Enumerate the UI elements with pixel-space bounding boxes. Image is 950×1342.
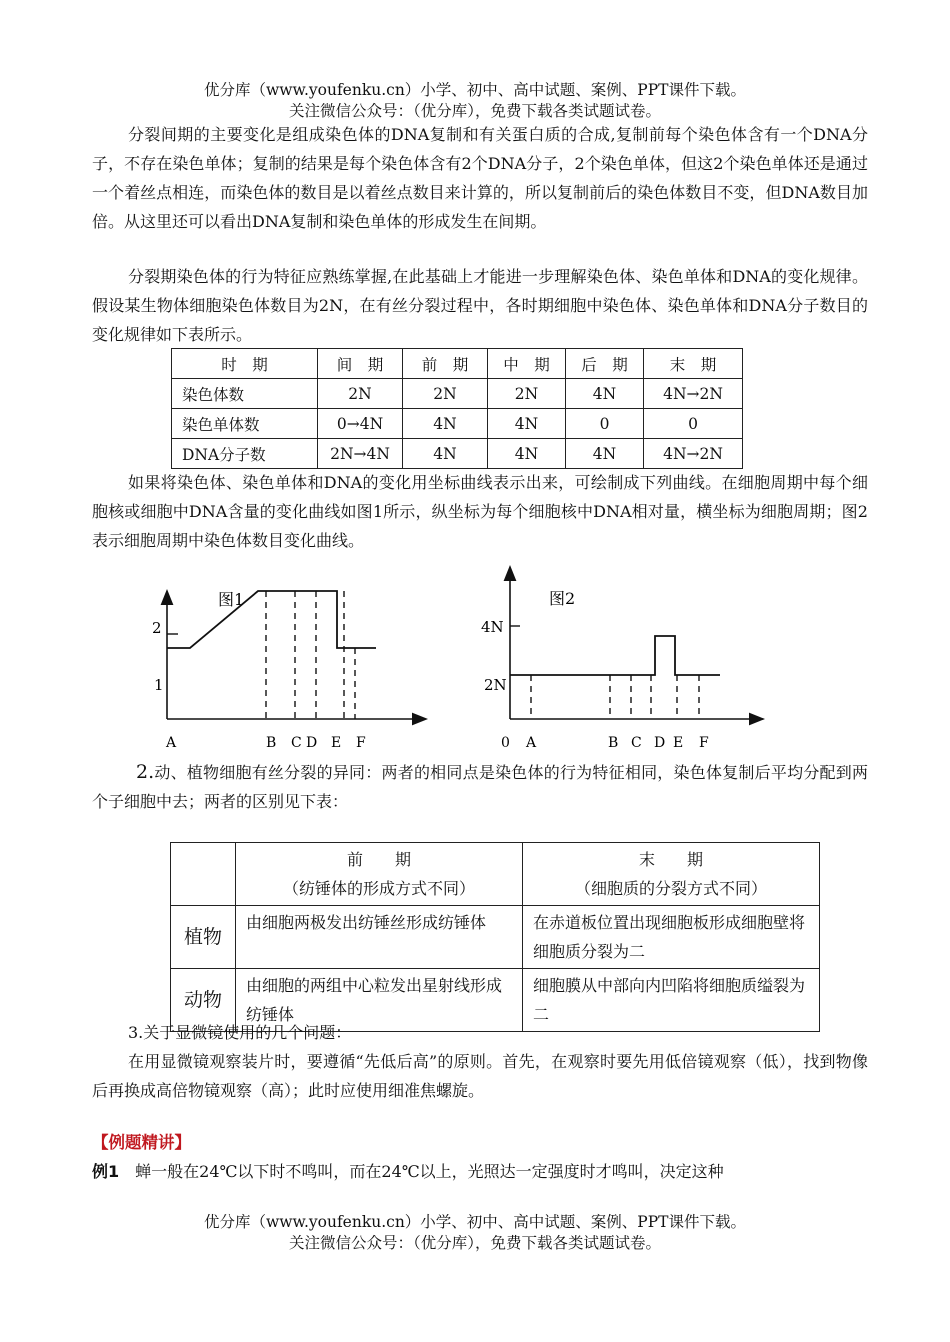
table-cell: 2N→4N [318,439,403,469]
table-cell: 4N [488,439,566,469]
section-heading [92,1128,191,1157]
chromosome-curve [510,636,720,675]
table-cell: 2N [488,379,566,409]
table-cell: 4N [566,379,644,409]
x-tick-label: F [699,735,709,751]
figure-2-chart [475,565,775,755]
table-cell: 4N→2N [644,379,743,409]
y-tick-label: 4N [481,618,504,636]
table-cell: 4N [566,439,644,469]
table-header-cell: 时 期 [172,349,318,379]
microscope-heading: 3.关于显微镜使用的几个问题： [128,1023,352,1042]
example-text: 蝉一般在24℃以下时不鸣叫，而在24℃以上，光照达一定强度时才鸣叫，决定这种 [135,1162,724,1181]
y-tick-label: 2N [484,676,507,694]
x-tick-label: B [608,735,619,751]
header-line-1: 优分库（www.youfenku.cn）小学、初中、高中试题、案例、PPT课件下载。 [203,81,747,99]
table-cell: 染色单体数 [172,409,318,439]
paragraph-microscope: 在用显微镜观察装片时，要遵循“先低后高”的原则。首先，在观察时要先用低倍镜观察（低），找到物像后再换成高倍物镜观察（高）；此时应使用细准焦螺旋。 [92,1052,868,1100]
x-tick-label: A [526,735,537,751]
table-row [171,906,820,969]
x-tick-label: B [266,735,277,751]
x-tick-label: C [631,735,642,751]
table-header-cell: 中 期 [488,349,566,379]
table-cell: 0→4N [318,409,403,439]
table-cell: DNA分子数 [172,439,318,469]
x-tick-label: 0 [501,735,510,751]
x-tick-labels [165,735,366,751]
figure-title: 图2 [549,589,576,608]
col-title: 末 期 [638,850,703,869]
example-label: 例1 [92,1162,120,1181]
table-cell: 由细胞的两组中心粒发出星射线形成纺锤体 [236,969,523,1032]
table-row [172,379,743,409]
example-line [92,1157,868,1186]
header-line-2: 关注微信公众号：（优分库），免费下载各类试题试卷。 [288,102,661,120]
col-subtitle: （纺锤体的形成方式不同） [282,879,475,898]
row-label: 植物 [171,906,236,969]
y-tick-label: 1 [154,676,164,694]
col-subtitle: （细胞质的分裂方式不同） [574,879,767,898]
table-header-cell [236,843,523,906]
plant-animal-comparison-table [170,842,820,1032]
table-corner-cell [171,843,236,906]
table-header-cell: 后 期 [566,349,644,379]
figure-1-chart [140,575,440,755]
paragraph-animal-plant-text: 动、植物细胞有丝分裂的异同：两者的相同点是染色体的行为特征相同，染色体复制后平均分配到两个子细胞中去；两者的区别见下表： [92,763,868,811]
table-cell: 4N [488,409,566,439]
table-row [172,409,743,439]
stage-dividers [531,675,699,719]
section-title: 【例题精讲】 [92,1133,191,1152]
table-header-cell: 前 期 [403,349,488,379]
table-cell: 2N [318,379,403,409]
table-header-cell [523,843,820,906]
table-cell: 4N [403,409,488,439]
x-tick-label: A [166,735,177,751]
table-cell: 2N [403,379,488,409]
table-cell: 由细胞两极发出纺锤丝形成纺锤体 [236,906,523,969]
table-cell: 0 [566,409,644,439]
table-header-row [171,843,820,906]
table-cell: 4N [403,439,488,469]
paragraph-curves: 如果将染色体、染色单体和DNA的变化用坐标曲线表示出来，可绘制成下列曲线。在细胞周期中每个细胞核或细胞中DNA含量的变化曲线如图1所示，纵坐标为每个细胞核中DNA相对量，横坐标为细胞周期；图2表示细胞周期中染色体数目变化曲线。 [92,473,868,550]
table-cell: 细胞膜从中部向内凹陷将细胞质缢裂为二 [523,969,820,1032]
paragraph-interphase: 分裂间期的主要变化是组成染色体的DNA复制和有关蛋白质的合成,复制前每个染色体含有一个DNA分子，不存在染色单体；复制的结果是每个染色体含有2个DNA分子，2个染色单体，但这2个染色单体还是通过一个着丝点相连，而染色体的数目是以着丝点数目来计算的，所以复制前后的染色体数目不变，但DNA数目加倍。从这里还可以看出DNA复制和染色单体的形成发生在间期。 [92,125,868,231]
stage-dividers [266,591,355,719]
x-tick-label: E [673,735,684,751]
x-tick-label: D [654,735,666,751]
figure-title: 图1 [218,590,245,609]
y-tick-label: 2 [152,619,162,637]
table-cell: 在赤道板位置出现细胞板形成细胞壁将细胞质分裂为二 [523,906,820,969]
x-tick-label: E [331,735,342,751]
table-header-row [172,349,743,379]
table-header-cell: 末 期 [644,349,743,379]
table-cell: 染色体数 [172,379,318,409]
x-tick-labels [501,735,709,751]
x-tick-label: F [356,735,366,751]
paragraph-animal-plant [92,758,868,816]
col-title: 前 期 [346,850,411,869]
paragraph-mitosis: 分裂期染色体的行为特征应熟练掌握,在此基础上才能进一步理解染色体、染色单体和DNA的变化规律。假设某生物体细胞染色体数目为2N，在有丝分裂过程中，各时期细胞中染色体、染色单体和DNA分子数目的变化规律如下表所示。 [92,267,868,344]
table-cell: 4N→2N [644,439,743,469]
table-header-cell: 间 期 [318,349,403,379]
section-number: 2. [136,761,155,783]
table-cell: 0 [644,409,743,439]
footer-line-1: 优分库（www.youfenku.cn）小学、初中、高中试题、案例、PPT课件下载。 [203,1213,747,1231]
x-tick-label: D [306,735,318,751]
table-row [172,439,743,469]
chromosome-count-table [171,348,743,469]
footer-line-2: 关注微信公众号：（优分库），免费下载各类试题试卷。 [288,1234,661,1252]
row-label: 动物 [171,969,236,1032]
x-tick-label: C [291,735,302,751]
